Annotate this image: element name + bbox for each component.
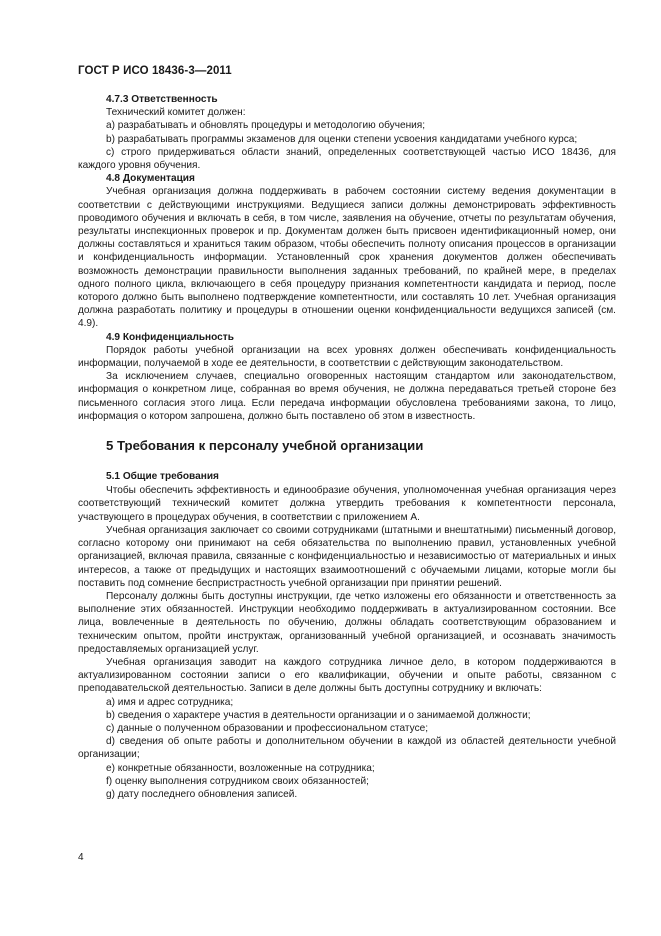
section-5-1-paragraph-2: Учебная организация заключает со своими сотрудниками (штатными и внештатными) письменный договор, согласно которому они принимают на себя обязательства по выполнению правил, установленных учебной организацией, включая правила, связанные с конфиденциальностью и независимостью от материальных и иных интересов, а также от предыдущих и настоящих взаимоотношений с обучаемыми лицами, которые могли бы поставить под сомнение беспристрастность учебной организации при принятии решений. — [78, 524, 616, 589]
section-4-9-paragraph-1: Порядок работы учебной организации на всех уровнях должен обеспечивать конфиденциальность информации, получаемой в ходе ее деятельности, в соответствии с действующим законодательством. — [78, 344, 616, 370]
section-4-8-heading: 4.8 Документация — [106, 173, 195, 185]
section-5-1-item-a: а) имя и адрес сотрудника; — [106, 696, 234, 708]
section-4-7-3-heading: 4.7.3 Ответственность — [106, 94, 218, 105]
section-5-1-item-e: е) конкретные обязанности, возложенные на сотрудника; — [106, 762, 375, 774]
section-5-1-item-b: b) сведения о характере участия в деятельности организации и о занимаемой должности; — [106, 709, 531, 721]
section-4-7-3-item-c: с) строго придерживаться области знаний, определенных соответствующей частью ИСО 18436, для каждого уровня обучения. — [78, 146, 616, 172]
page-number: 4 — [78, 852, 84, 863]
section-4-7-3-item-b: b) разрабатывать программы экзаменов для оценки степени усвоения кандидатами учебного курса; — [106, 133, 578, 145]
section-5-1-paragraph-4: Учебная организация заводит на каждого сотрудника личное дело, в котором поддерживаются в актуализированном состоянии записи о его квалификации, обучении и опыте работы, связанном с преподавательской деятельностью. Записи в деле должны быть доступны сотруднику и включать: — [78, 656, 616, 695]
document-header: ГОСТ Р ИСО 18436-3—2011 — [78, 65, 232, 77]
section-5-1-item-c: с) данные о полученном образовании и профессиональном статусе; — [106, 722, 429, 734]
section-4-8-paragraph: Учебная организация должна поддерживать в рабочем состоянии систему ведения документации в соответствии с действующими инструкциями. Ведущиеся записи должны демонстрировать эффективность проводимого обучения и включать в себя, в том числе, заявления на обучение, отчеты по результатам обучения, результаты инспекционных проверок и пр. Документам должен быть присвоен идентификационный номер, они должны составляться и храниться таким образом, чтобы обеспечить полноту описания процессов в организации и конфиденциальность информации. Установленный срок хранения документов должен обеспечивать возможность демонстрации правильности выполнения заданных требований, по крайней мере, в пределах одного полного цикла, включающего в себя процедуру признания компетентности кандидата и период, после которого должно быть выполнено подтверждение компетентности, или составлять 10 лет. Учебная организация должна разработать политику и процедуры в отношении оценки конфиденциальности ведущихся записей (см. 4.9). — [78, 186, 616, 330]
section-5-1-paragraph-3: Персоналу должны быть доступны инструкции, где четко изложены его обязанности и ответственность за выполнение этих обязанностей. Инструкции необходимо поддерживать в актуализированном состоянии. Все лица, вовлеченные в деятельность по обучению, должны обладать соответствующим образованием и техническим опытом, пройти инструктаж, организованный учебной организацией, и осознавать значимость предоставляемых организацией услуг. — [78, 590, 616, 655]
section-5-1-item-g: g) дату последнего обновления записей. — [106, 788, 298, 800]
section-5-1-item-d: d) сведения об опыте работы и дополнительном обучении в каждой из областей деятельности учебной организации; — [78, 736, 616, 761]
section-5-heading: 5 Требования к персоналу учебной организации — [106, 438, 424, 454]
section-4-9-paragraph-2: За исключением случаев, специально оговоренных настоящим стандартом или законодательством, информация о конкретном лице, собранная во время обучения, не должна передаваться третьей стороне без письменного согласия этого лица. Если передача информации обусловлена требованиями закона, то лицо, информация о котором запрошена, должно быть поставлено об этом в известность. — [78, 371, 616, 422]
document-body — [78, 93, 616, 801]
section-5-1-item-f: f) оценку выполнения сотрудником своих обязанностей; — [106, 775, 369, 787]
section-4-9-heading: 4.9 Конфиденциальность — [106, 331, 234, 343]
section-4-7-3-item-a: а) разрабатывать и обновлять процедуры и методологию обучения; — [106, 120, 426, 132]
section-5-1-paragraph-1: Чтобы обеспечить эффективность и единообразие обучения, уполномоченная учебная организация через соответствующий технический комитет должна утвердить требования к компетентности персонала, участвующего в процедурах обучения, в соответствии с приложением А. — [78, 485, 616, 523]
section-5-1-heading: 5.1 Общие требования — [106, 471, 219, 483]
section-4-7-3-intro: Технический комитет должен: — [106, 107, 246, 119]
